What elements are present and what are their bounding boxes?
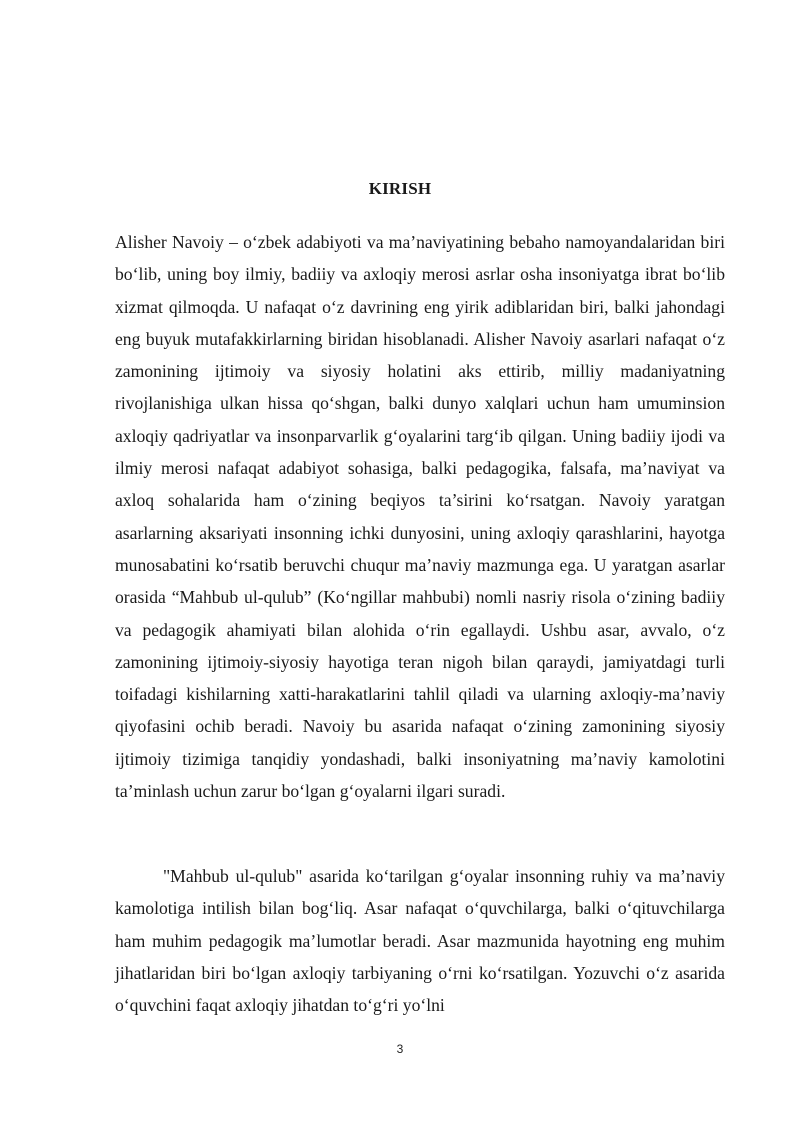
page-number: 3 [396, 1042, 404, 1056]
intro-paragraph-2: "Mahbub ul-qulub" asarida ko‘tarilgan g‘oyalar insonning ruhiy va ma’naviy kamolotiga intilish bilan bog‘liq. Asar nafaqat o‘quvchilarga, balki o‘qituvchilarga ham muhim pedagogik ma’lumotlar beradi. Asar mazmunida hayotning eng muhim jihatlaridan biri bo‘lgan axloqiy tarbiyaning o‘rni ko‘rsatilgan. Yozuvchi o‘z asarida o‘quvchini faqat axloqiy jihatdan to‘g‘ri yo‘lni [115, 866, 725, 1016]
intro-paragraph-1: Alisher Navoiy – o‘zbek adabiyoti va ma’naviyatining bebaho namoyandalaridan biri bo‘lib, uning boy ilmiy, badiiy va axloqiy merosi asrlar osha insoniyatga ibrat bo‘lib xizmat qilmoqda. U nafaqat o‘z davrining eng yirik adiblaridan biri, balki jahondagi eng buyuk mutafakkirlarning biridan hisoblanadi. Alisher Navoiy asarlari nafaqat o‘z zamonining ijtimoiy va siyosiy holatini aks ettirib, milliy madaniyatning rivojlanishiga ulkan hissa qo‘shgan, balki dunyo xalqlari uchun ham umuminsion axloqiy qadriyatlar va insonparvarlik g‘oyalarini targ‘ib qilgan. Uning badiiy ijodi va ilmiy merosi nafaqat adabiyot sohasiga, balki pedagogika, falsafa, ma’naviyat va axloq sohalarida ham o‘zining beqiyos ta’sirini ko‘rsatgan. Navoiy yaratgan asarlarning aksariyati insonning ichki dunyosini, uning axloqiy qarashlarini, hayotga munosabatini ko‘rsatib beruvchi chuqur ma’naviy mazmunga ega. U yaratgan asarlar orasida “Mahbub ul-qulub” (Ko‘ngillar mahbubi) nomli nasriy risola o‘zining badiiy va pedagogik ahamiyati bilan alohida o‘rin egallaydi. Ushbu asar, avvalo, o‘z zamonining ijtimoiy-siyosiy hayotiga teran nigoh bilan qaraydi, jamiyatdagi turli toifadagi kishilarning xatti-harakatlarini tahlil qiladi va ularning axloqiy-ma’naviy qiyofasini ochib beradi. Navoiy bu asarida nafaqat o‘zining zamonining siyosiy ijtimoiy tizimiga tanqidiy yondashadi, balki insoniyatning ma’naviy kamolotini ta’minlash uchun zarur bo‘lgan g‘oyalarni ilgari suradi. [115, 232, 725, 802]
page-title: KIRISH [368, 179, 432, 198]
